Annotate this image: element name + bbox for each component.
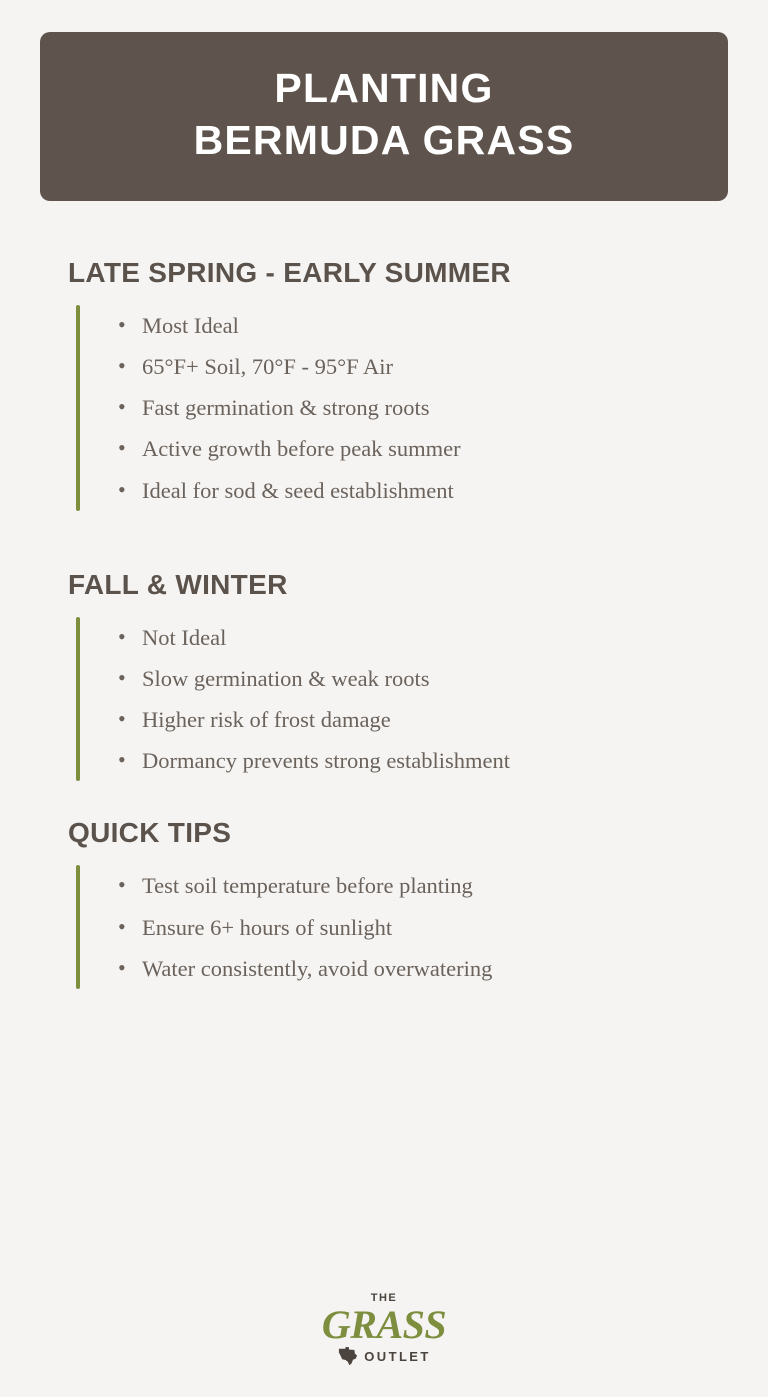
logo-the-text: THE: [370, 1292, 398, 1304]
brand-logo: [322, 1293, 446, 1366]
section-heading: LATE SPRING - EARLY SUMMER: [68, 256, 511, 288]
content-area: [0, 257, 768, 989]
list-item: • Water consistently, avoid overwatering: [142, 948, 492, 989]
list-item: • Most Ideal: [142, 305, 461, 346]
section-heading: FALL & WINTER: [68, 568, 288, 600]
section-heading: QUICK TIPS: [68, 817, 232, 849]
list-item: • Ideal for sod & seed establishment: [142, 470, 461, 511]
bullet-list: [80, 305, 461, 511]
page-title-line-2: BERMUDA GRASS: [193, 117, 575, 164]
list-item: • Not Ideal: [142, 617, 510, 658]
section-fall-winter: [40, 569, 728, 782]
list-item: • Active growth before peak summer: [142, 428, 461, 469]
list-item: • Ensure 6+ hours of sunlight: [142, 907, 492, 948]
bullet-list: [80, 865, 492, 989]
list-item: • 65°F+ Soil, 70°F - 95°F Air: [142, 346, 461, 387]
list-item: • Slow germination & weak roots: [142, 658, 510, 699]
page-title-line-1: PLANTING: [274, 65, 494, 111]
header-banner: [40, 32, 728, 201]
list-item: • Test soil temperature before planting: [142, 865, 492, 906]
section-quick-tips: [40, 817, 728, 989]
logo-grass-text: GRASS: [321, 1302, 447, 1347]
page-title: [60, 62, 708, 167]
footer: [0, 1293, 768, 1371]
infographic-page: [0, 32, 768, 1397]
list-item: • Higher risk of frost damage: [142, 699, 510, 740]
section-body: [76, 305, 728, 511]
logo-bottom-row: [322, 1346, 446, 1366]
section-late-spring-early-summer: [40, 257, 728, 511]
logo-outlet-text: OUTLET: [364, 1348, 431, 1364]
list-item: • Fast germination & strong roots: [142, 387, 461, 428]
section-body: [76, 865, 728, 989]
texas-state-icon: [337, 1346, 359, 1366]
bullet-list: [80, 617, 510, 782]
list-item: • Dormancy prevents strong establishment: [142, 740, 510, 781]
section-body: [76, 617, 728, 782]
